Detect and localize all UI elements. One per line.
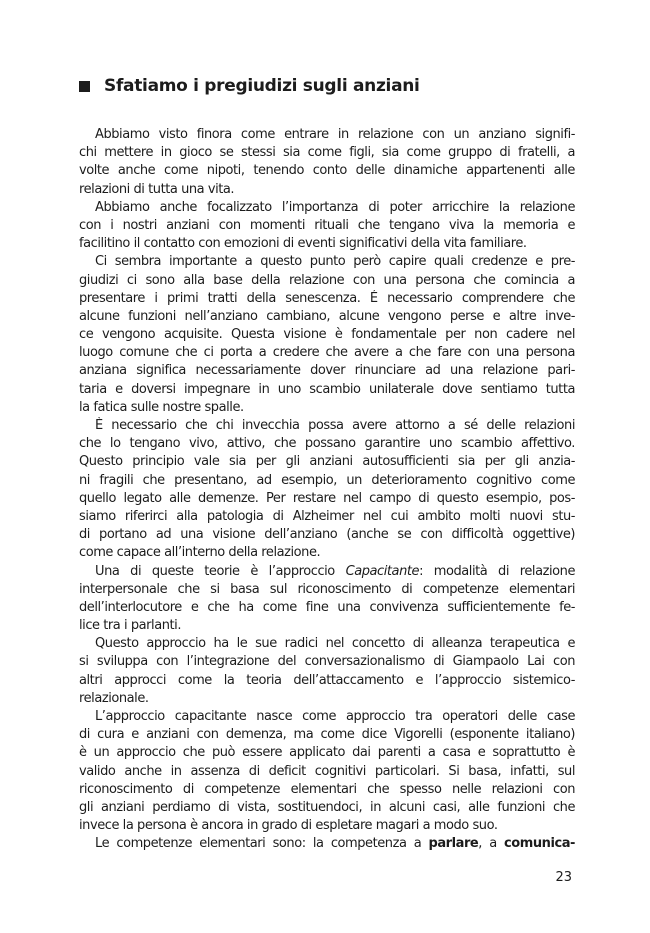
body-text	[79, 126, 575, 854]
bold-term: parlare	[428, 836, 479, 852]
text-line: con i nostri anziani con momenti rituali che tengano viva la memoria e	[79, 217, 575, 233]
text-line: lice tra i parlanti.	[79, 618, 182, 634]
text-line: ce vengono acquisite. Questa visione è fondamentale per non cadere nel	[79, 327, 575, 343]
text-line: luogo comune che ci porta a credere che avere a che fare con una persona	[79, 345, 575, 361]
text-line: valido anche in assenza di deficit cognitivi particolari. Si basa, infatti, sul	[79, 763, 575, 779]
text-line: relazioni di tutta una vita.	[79, 181, 235, 197]
text-line: altri approcci come la teoria dell’attaccamento e l’approccio sistemico-	[79, 672, 575, 688]
text-line: gli anziani perdiamo di vista, sostituendoci, in alcuni casi, alle funzioni che	[79, 799, 575, 815]
text-line: invece la persona è ancora in grado di espletare magari a modo suo.	[79, 818, 498, 834]
text-line: ni fragili che presentano, ad esempio, un deterioramento cognitivo come	[79, 472, 575, 488]
text-line: Ci sembra importante a questo punto però capire quali credenze e pre-	[95, 254, 575, 270]
section-title: Sfatiamo i pregiudizi sugli anziani	[104, 76, 420, 96]
text-run: Una di queste teorie è l’approccio	[95, 563, 346, 579]
text-line: come capace all’interno della relazione.	[79, 545, 321, 561]
text-line: alcune funzioni nell’anziano cambiano, alcune vengono perse e altre inve-	[79, 308, 575, 324]
text-line: siamo riferirci alla patologia di Alzheimer nel cui ambito molti nuovi stu-	[79, 508, 575, 524]
bold-term: comunica-	[504, 836, 575, 852]
text-run: Le competenze elementari sono: la competenza a	[95, 836, 429, 852]
text-line: volte anche come nipoti, tenendo conto delle dinamiche appartenenti alle	[79, 163, 575, 179]
text-line: è un approccio che può essere applicato dai parenti a casa e soprattutto è	[79, 745, 575, 761]
text-line: facilitino il contatto con emozioni di eventi significativi della vita familiare.	[79, 236, 527, 252]
text-line: taria e doversi impegnare in uno scambio unilaterale dove sentiamo tutta	[79, 381, 575, 397]
text-line: di portano ad una visione dell’anziano (anche se con difficoltà oggettive)	[79, 527, 575, 543]
section-heading	[79, 76, 579, 96]
text-line: Abbiamo visto finora come entrare in relazione con un anziano signifi-	[95, 127, 575, 142]
text-line: dell’interlocutore e che ha come fine una convivenza sufficientemente fe-	[79, 599, 575, 615]
text-line: Abbiamo anche focalizzato l’importanza di poter arricchire la relazione	[95, 199, 575, 215]
text-line: giudizi ci sono alla base della relazione con una persona che comincia a	[79, 272, 575, 288]
text-line: si sviluppa con l’integrazione del conversazionalismo di Giampaolo Lai con	[79, 654, 575, 670]
text-line: la fatica sulle nostre spalle.	[79, 399, 244, 415]
text-line: Questo principio vale sia per gli anziani autosufficienti sia per gli anzia-	[79, 454, 575, 470]
text-line: quello legato alle demenze. Per restare nel campo di questo esempio, pos-	[79, 490, 575, 506]
page-number: 23	[555, 870, 572, 885]
text-line: L’approccio capacitante nasce come approccio tra operatori delle case	[95, 709, 575, 724]
italic-term: Capacitante	[345, 563, 420, 579]
bullet-square-icon	[79, 81, 90, 92]
text-line: anziana significa necessariamente dover rinunciare ad una relazione pari-	[79, 363, 575, 379]
text-line: È necessario che chi invecchia possa avere attorno a sé delle relazioni	[95, 418, 575, 433]
text-line	[79, 563, 575, 581]
text-line: chi mettere in gioco se stessi sia come figli, sia come gruppo di fratelli, a	[79, 145, 575, 161]
text-line: relazionale.	[79, 690, 149, 706]
text-line: riconoscimento di competenze elementari che spesso nelle relazioni con	[79, 781, 575, 797]
text-line	[79, 835, 575, 853]
text-line: interpersonale che si basa sul riconoscimento di competenze elementari	[79, 581, 575, 597]
text-line: Questo approccio ha le sue radici nel concetto di alleanza terapeutica e	[95, 636, 575, 652]
text-line: che lo tengano vivo, attivo, che possano garantire uno scambio affettivo.	[79, 436, 575, 452]
text-run: , a	[478, 836, 504, 852]
text-line: presentare i primi tratti della senescenza. É necessario comprendere che	[79, 290, 575, 306]
text-line: di cura e anziani con demenza, ma come dice Vigorelli (esponente italiano)	[79, 727, 575, 743]
text-run: : modalità di relazione	[419, 563, 575, 579]
